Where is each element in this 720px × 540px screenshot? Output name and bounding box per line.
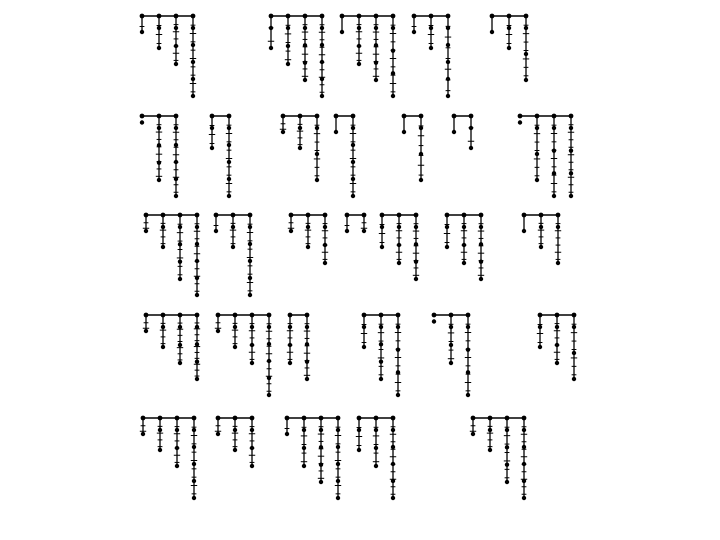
stem-dot — [250, 428, 254, 432]
stem-dot — [397, 225, 401, 229]
stem-dot — [281, 130, 285, 134]
stem-dot — [191, 43, 195, 47]
stem-dot — [414, 277, 418, 281]
stem-dot — [524, 52, 528, 56]
stem-dot — [267, 342, 271, 346]
stem-dot — [419, 126, 423, 130]
stem-dot — [449, 325, 453, 329]
stem-dot — [538, 345, 542, 349]
stem-dot — [336, 479, 340, 483]
stem-dot — [479, 259, 483, 263]
stem-dot — [351, 143, 355, 147]
stem-dot — [556, 261, 560, 265]
stem-dot — [380, 245, 384, 249]
stem-dot — [419, 178, 423, 182]
stem-dot — [248, 276, 252, 280]
stem-dot — [216, 432, 220, 436]
branch-diagram — [215, 313, 272, 398]
stem-dot — [319, 480, 323, 484]
stem-dot — [539, 225, 543, 229]
branch-diagram — [522, 213, 562, 266]
stem-dot — [157, 178, 161, 182]
stem-dot — [288, 343, 292, 347]
stem-dot — [319, 428, 323, 432]
stem-dot — [569, 171, 573, 175]
branch-diagram — [444, 213, 484, 282]
stem-dot — [351, 194, 355, 198]
stem-dot — [233, 325, 237, 329]
stem-dot — [161, 225, 165, 229]
stem-dot — [250, 343, 254, 347]
stem-dot — [396, 325, 400, 329]
stem-dot — [345, 229, 349, 233]
stem-dot — [306, 225, 310, 229]
stem-dot — [192, 428, 196, 432]
stem-dot — [555, 343, 559, 347]
stem-dot — [351, 177, 355, 181]
stem-dot — [357, 428, 361, 432]
stem-dot — [315, 152, 319, 156]
stem-dot — [556, 225, 560, 229]
stem-dot — [522, 462, 526, 466]
stem-dot — [161, 245, 165, 249]
stem-dot — [195, 242, 199, 246]
stem-dot — [267, 359, 271, 363]
stem-dot — [302, 428, 306, 432]
stem-dot — [569, 194, 573, 198]
stem-dot — [479, 277, 483, 281]
stem-dot — [391, 48, 395, 52]
stem-dot — [414, 259, 418, 263]
stem-dot — [535, 178, 539, 182]
stem-dot — [522, 229, 526, 233]
stem-dot — [446, 26, 450, 30]
stem-dot — [175, 464, 179, 468]
stem-dot — [195, 377, 199, 381]
stem-dot — [195, 359, 199, 363]
stem-dot — [535, 152, 539, 156]
stem-dot — [351, 160, 355, 164]
branch-diagram — [345, 213, 368, 234]
branch-diagram — [215, 416, 255, 469]
stem-dot — [446, 94, 450, 98]
stem-dot — [178, 225, 182, 229]
stem-dot — [227, 177, 231, 181]
stem-dot — [303, 60, 307, 64]
stem-dot — [306, 245, 310, 249]
stem-dot — [178, 242, 182, 246]
stem-dot — [462, 261, 466, 265]
stem-dot — [323, 261, 327, 265]
stem-dot — [178, 343, 182, 347]
stem-dot — [174, 143, 178, 147]
stem-dot — [374, 428, 378, 432]
branch-diagram — [470, 416, 527, 501]
stem-dot — [552, 194, 556, 198]
stem-dot — [391, 71, 395, 75]
stem-dot — [374, 43, 378, 47]
stem-dot — [374, 60, 378, 64]
stem-dot — [231, 225, 235, 229]
stem-dot — [357, 26, 361, 30]
stem-dot — [174, 194, 178, 198]
stem-dot — [289, 229, 293, 233]
stem-dot — [336, 445, 340, 449]
stem-dot — [233, 345, 237, 349]
stem-dot — [191, 26, 195, 30]
branch-diagram — [537, 313, 577, 382]
stem-dot — [538, 325, 542, 329]
stem-dot — [462, 243, 466, 247]
stem-dot — [357, 448, 361, 452]
branch-diagram — [288, 213, 328, 266]
branch-diagram — [140, 416, 197, 501]
stem-dot — [267, 393, 271, 397]
stem-dot — [320, 60, 324, 64]
stem-dot — [452, 130, 456, 134]
stem-dot — [227, 126, 231, 130]
stem-dot — [195, 276, 199, 280]
stem-dot — [391, 496, 395, 500]
stem-dot — [144, 329, 148, 333]
stem-dot — [140, 120, 144, 124]
stem-dot — [552, 126, 556, 130]
stem-dot — [248, 259, 252, 263]
stem-dot — [195, 225, 199, 229]
stem-dot — [192, 445, 196, 449]
stem-dot — [175, 428, 179, 432]
stem-dot — [419, 152, 423, 156]
stem-dot — [449, 361, 453, 365]
stem-dot — [174, 62, 178, 66]
stem-dot — [362, 345, 366, 349]
stem-dot — [522, 428, 526, 432]
stem-dot — [351, 126, 355, 130]
stem-dot — [569, 148, 573, 152]
stem-dot — [233, 428, 237, 432]
stem-dot — [195, 325, 199, 329]
stem-dot — [248, 293, 252, 297]
stem-dot — [192, 479, 196, 483]
stem-dot — [319, 462, 323, 466]
stem-dot — [572, 377, 576, 381]
stem-dot — [379, 359, 383, 363]
branch-diagram — [140, 114, 180, 199]
stem-dot — [315, 126, 319, 130]
stem-dot — [374, 78, 378, 82]
stem-dot — [178, 325, 182, 329]
stem-dot — [250, 361, 254, 365]
stem-dot — [391, 445, 395, 449]
stem-dot — [174, 126, 178, 130]
stem-dot — [357, 44, 361, 48]
stem-dot — [192, 496, 196, 500]
stem-dot — [302, 446, 306, 450]
stem-dot — [285, 432, 289, 436]
stem-dot — [466, 347, 470, 351]
stem-dot — [250, 325, 254, 329]
stem-dot — [269, 46, 273, 50]
stem-dot — [178, 277, 182, 281]
branch-diagram — [402, 114, 425, 183]
branch-diagram — [379, 213, 419, 282]
stem-dot — [210, 126, 214, 130]
stem-dot — [397, 261, 401, 265]
stem-dot — [233, 448, 237, 452]
stem-dot — [396, 393, 400, 397]
stem-dot — [445, 245, 449, 249]
stem-dot — [323, 225, 327, 229]
stem-dot — [319, 445, 323, 449]
stem-dot — [391, 94, 395, 98]
junction-dot — [518, 114, 523, 119]
stem-dot — [320, 26, 324, 30]
stem-dot — [446, 43, 450, 47]
stem-dot — [303, 26, 307, 30]
stem-dot — [305, 342, 309, 346]
stem-dot — [174, 26, 178, 30]
stem-dot — [555, 325, 559, 329]
branch-diagram — [361, 313, 401, 398]
branch-diagram — [143, 313, 200, 382]
stem-dot — [161, 325, 165, 329]
stem-dot — [157, 46, 161, 50]
stem-dot — [469, 146, 473, 150]
branch-diagram — [140, 14, 197, 99]
stem-dot — [298, 146, 302, 150]
stem-dot — [195, 342, 199, 346]
stem-dot — [507, 26, 511, 30]
stem-dot — [267, 325, 271, 329]
stem-dot — [302, 464, 306, 468]
stem-dot — [336, 496, 340, 500]
stem-dot — [157, 126, 161, 130]
stem-dot — [191, 60, 195, 64]
stem-dot — [248, 225, 252, 229]
stem-dot — [178, 361, 182, 365]
stem-dot — [178, 259, 182, 263]
stem-dot — [479, 242, 483, 246]
junction-dot — [140, 114, 145, 119]
stem-dot — [357, 62, 361, 66]
stem-dot — [402, 130, 406, 134]
branch-diagram — [209, 114, 232, 199]
branch-diagram — [334, 114, 357, 199]
stem-dot — [158, 448, 162, 452]
stem-dot — [379, 325, 383, 329]
stem-dot — [522, 479, 526, 483]
stem-dot — [488, 448, 492, 452]
stem-dot — [288, 325, 292, 329]
stem-dot — [391, 428, 395, 432]
branch-diagram — [340, 14, 397, 99]
stem-dot — [305, 377, 309, 381]
stem-dot — [286, 44, 290, 48]
stem-dot — [195, 259, 199, 263]
stem-dot — [505, 480, 509, 484]
stem-dot — [320, 77, 324, 81]
stem-dot — [175, 446, 179, 450]
stem-dot — [466, 393, 470, 397]
stem-dot — [505, 428, 509, 432]
stem-dot — [446, 77, 450, 81]
stem-dot — [157, 143, 161, 147]
branch-diagram — [287, 313, 310, 382]
stem-dot — [429, 26, 433, 30]
stem-dot — [432, 319, 436, 323]
stem-dot — [505, 462, 509, 466]
stem-dot — [524, 78, 528, 82]
stem-dot — [505, 445, 509, 449]
stem-dot — [429, 46, 433, 50]
branch-diagram — [412, 14, 452, 99]
stem-dot — [303, 43, 307, 47]
junction-dot — [432, 313, 437, 318]
stem-dot — [334, 130, 338, 134]
stem-dot — [157, 160, 161, 164]
stem-dot — [396, 370, 400, 374]
stem-dot — [227, 194, 231, 198]
stem-dot — [303, 78, 307, 82]
stem-dot — [462, 225, 466, 229]
stem-dot — [539, 245, 543, 249]
stem-dot — [315, 178, 319, 182]
stem-dot — [174, 177, 178, 181]
stem-dot — [552, 171, 556, 175]
branch-diagram — [490, 14, 530, 83]
branch-diagram — [285, 416, 342, 501]
stem-dot — [374, 464, 378, 468]
stem-dot — [466, 325, 470, 329]
stem-dot — [174, 160, 178, 164]
stem-dot — [248, 242, 252, 246]
stem-dot — [555, 361, 559, 365]
stem-dot — [362, 229, 366, 233]
stem-dot — [320, 94, 324, 98]
stem-dot — [269, 26, 273, 30]
stem-dot — [524, 26, 528, 30]
stem-dot — [374, 446, 378, 450]
stem-dot — [379, 377, 383, 381]
stem-dot — [445, 225, 449, 229]
stem-dot — [466, 370, 470, 374]
branch-diagram — [280, 114, 320, 183]
stem-dot — [446, 60, 450, 64]
stem-dot — [158, 428, 162, 432]
stem-dot — [250, 446, 254, 450]
stem-dot — [141, 432, 145, 436]
stem-dot — [323, 243, 327, 247]
branch-diagram — [214, 213, 254, 298]
stem-dot — [340, 30, 344, 34]
branch-diagram — [356, 416, 396, 501]
stem-dot — [157, 26, 161, 30]
branch-diagram — [452, 114, 475, 151]
stem-dot — [379, 342, 383, 346]
stem-dot — [336, 462, 340, 466]
stem-dot — [267, 376, 271, 380]
stem-dot — [191, 77, 195, 81]
stem-dot — [192, 462, 196, 466]
stem-dot — [305, 359, 309, 363]
stem-dot — [216, 329, 220, 333]
stem-dot — [161, 345, 165, 349]
stem-dot — [286, 62, 290, 66]
stem-dot — [320, 43, 324, 47]
stem-dot — [144, 229, 148, 233]
stem-dot — [572, 325, 576, 329]
stem-dot — [522, 445, 526, 449]
branch-diagram — [518, 114, 575, 199]
stem-dot — [552, 148, 556, 152]
stem-dot — [414, 242, 418, 246]
stem-dot — [362, 325, 366, 329]
stem-dot — [397, 243, 401, 247]
stem-dot — [522, 496, 526, 500]
stem-dot — [210, 146, 214, 150]
stem-dot — [380, 225, 384, 229]
stem-dot — [298, 126, 302, 130]
stem-dot — [174, 44, 178, 48]
stem-dot — [488, 428, 492, 432]
stem-dot — [471, 432, 475, 436]
stem-dot — [507, 46, 511, 50]
stem-dot — [214, 229, 218, 233]
stem-dot — [479, 225, 483, 229]
stem-dot — [449, 343, 453, 347]
stem-dot — [518, 120, 522, 124]
stem-dot — [572, 351, 576, 355]
stem-dot — [391, 479, 395, 483]
branch-diagram — [432, 313, 472, 398]
stem-dot — [391, 462, 395, 466]
stem-dot — [374, 26, 378, 30]
stem-dot — [288, 361, 292, 365]
stem-dot — [286, 26, 290, 30]
stem-dot — [414, 225, 418, 229]
stem-dot — [227, 143, 231, 147]
stem-dot — [535, 126, 539, 130]
stem-dot — [231, 245, 235, 249]
stem-dot — [391, 26, 395, 30]
stem-dot — [195, 293, 199, 297]
stem-dot — [396, 347, 400, 351]
stem-dot — [469, 126, 473, 130]
stem-dot — [490, 30, 494, 34]
stem-dot — [140, 30, 144, 34]
branch-diagram — [268, 14, 325, 99]
stem-dot — [569, 126, 573, 130]
stem-dot — [305, 325, 309, 329]
stem-dot — [191, 94, 195, 98]
stem-dot — [227, 160, 231, 164]
stem-dot — [250, 464, 254, 468]
stem-dot — [412, 30, 416, 34]
stem-dot — [336, 428, 340, 432]
branch-diagram — [143, 213, 200, 298]
